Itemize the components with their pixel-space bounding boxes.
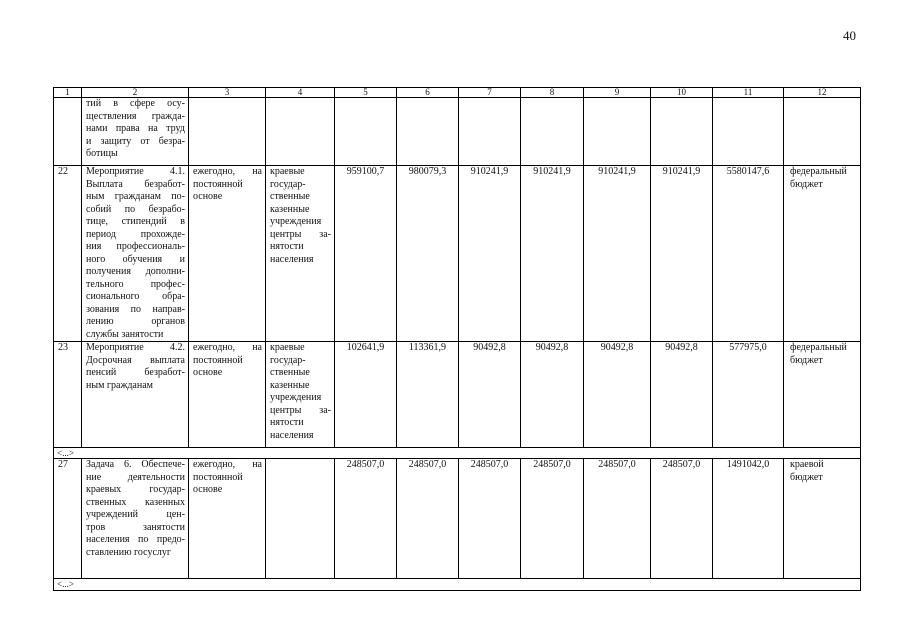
table-cell [335, 459, 397, 579]
ellipsis-row [54, 579, 861, 591]
cell-line: 910241,9 [662, 166, 701, 177]
header-cell: 3 [189, 88, 266, 98]
cell-line: период прохожде- [86, 228, 185, 240]
cell-line: 5580147,6 [726, 166, 770, 177]
cell-line: 248507,0 [533, 459, 571, 470]
header-cell: 2 [82, 88, 189, 98]
ellipsis-marker: <...> [57, 579, 74, 589]
cell-line: ставлению госуслуг [86, 546, 171, 558]
cell-line: 27 [58, 459, 68, 470]
cell-line: 248507,0 [598, 459, 636, 470]
cell-line: ственные [270, 191, 310, 202]
cell-line: получения дополни- [86, 266, 185, 277]
table-row [54, 342, 861, 448]
table-cell [521, 166, 584, 342]
cell-line: ным гражданам по- [86, 191, 185, 202]
cell-line: 102641,9 [346, 342, 385, 353]
cell-line: населения по предо- [86, 534, 185, 545]
cell-line: государ- [270, 178, 306, 190]
cell-line: ежегодно, на [193, 342, 262, 353]
cell-line: 248507,0 [470, 459, 509, 470]
cell-line: 1491042,0 [726, 459, 770, 470]
cell-line: нятости [270, 417, 304, 428]
cell-line: Мероприятие 4.2. [86, 342, 185, 353]
cell-line: Мероприятие 4.1. [86, 166, 185, 177]
cell-line: собий по безрабо- [86, 203, 185, 215]
cell-line: федеральный [790, 342, 847, 353]
header-cell: 9 [584, 88, 651, 98]
cell-line: ственные [270, 367, 310, 378]
cell-line: 248507,0 [346, 459, 385, 470]
table-cell [335, 98, 397, 166]
table-cell [521, 342, 584, 448]
ellipsis-marker: <...> [57, 448, 74, 458]
table-cell [784, 166, 861, 342]
cell-line: зования по направ- [86, 303, 185, 315]
cell-line: казенные [270, 379, 310, 391]
table-cell [584, 342, 651, 448]
cell-line: постоянной [193, 354, 243, 366]
table-row [54, 459, 861, 579]
table-cell [54, 459, 82, 579]
table-cell [521, 98, 584, 166]
table-cell [397, 459, 459, 579]
table-cell [459, 98, 521, 166]
cell-line: 248507,0 [408, 459, 447, 470]
cell-line: основе [193, 191, 223, 202]
table-cell [189, 166, 266, 342]
table-cell [335, 166, 397, 342]
table-cell [397, 342, 459, 448]
cell-line: 577975,0 [729, 342, 767, 353]
table-cell [584, 98, 651, 166]
cell-line: лению органов [86, 316, 185, 327]
cell-line: ществления гражда- [86, 110, 185, 122]
header-cell: 5 [335, 88, 397, 98]
table-cell [459, 166, 521, 342]
table-cell [584, 166, 651, 342]
cell-line: центры за- [270, 404, 331, 416]
cell-line: 910241,9 [470, 166, 509, 177]
cell-line: бюджет [790, 178, 823, 190]
cell-line: Выплата безработ- [86, 178, 185, 190]
cell-line: населения [270, 429, 314, 441]
table-cell [82, 342, 189, 448]
header-cell: 7 [459, 88, 521, 98]
table-cell [82, 98, 189, 166]
cell-line: 22 [58, 166, 68, 177]
header-row [54, 88, 861, 98]
table-cell [266, 166, 335, 342]
cell-line: и защиту от безра- [86, 135, 185, 147]
table-row [54, 166, 861, 342]
cell-line: нятости [270, 241, 304, 252]
table-cell [651, 166, 713, 342]
cell-line: нами права на труд [86, 123, 185, 134]
cell-line: тице, стипендий в [86, 216, 185, 227]
table-cell [521, 459, 584, 579]
table-row [54, 98, 861, 166]
cell-line: бюджет [790, 354, 823, 366]
cell-line: населения [270, 253, 314, 265]
cell-line: 910241,9 [533, 166, 571, 177]
table-cell [266, 459, 335, 579]
header-cell: 10 [651, 88, 713, 98]
budget-table [53, 87, 861, 591]
header-cell: 11 [713, 88, 784, 98]
cell-line: Досрочная выплата [86, 354, 185, 366]
table-cell [784, 98, 861, 166]
cell-line: основе [193, 484, 223, 495]
cell-line: ежегодно, на [193, 166, 262, 177]
header-cell: 1 [54, 88, 82, 98]
cell-line: тий в сфере осу- [86, 98, 185, 109]
cell-line: федеральный [790, 166, 847, 177]
cell-line: пенсий безработ- [86, 367, 185, 378]
cell-line: ственных казенных [86, 496, 185, 508]
table-cell [54, 98, 82, 166]
table-cell [713, 166, 784, 342]
cell-line: постоянной [193, 178, 243, 190]
cell-line: ным гражданам [86, 379, 153, 391]
table-cell [651, 459, 713, 579]
header-cell: 4 [266, 88, 335, 98]
cell-line: 23 [58, 342, 68, 353]
table-cell [651, 98, 713, 166]
table-cell [651, 342, 713, 448]
table-cell [584, 459, 651, 579]
cell-line: 113361,9 [408, 342, 447, 353]
cell-line: центры за- [270, 228, 331, 240]
cell-line: 910241,9 [598, 166, 636, 177]
cell-line: ботицы [86, 148, 118, 159]
cell-line: учреждения [270, 392, 322, 403]
cell-line: краевых государ- [86, 484, 185, 495]
page-number: 40 [843, 28, 856, 43]
cell-line: казенные [270, 203, 310, 215]
cell-line: тельного профес- [86, 278, 185, 290]
table-cell [784, 459, 861, 579]
cell-line: службы занятости [86, 328, 164, 340]
cell-line: 90492,8 [473, 342, 506, 353]
table-cell [397, 98, 459, 166]
cell-line: тров занятости [86, 521, 185, 533]
table-cell [459, 459, 521, 579]
header-cell: 12 [784, 88, 861, 98]
cell-line: краевые [270, 342, 305, 353]
table-cell [189, 459, 266, 579]
table-cell [713, 98, 784, 166]
cell-line: 248507,0 [662, 459, 701, 470]
table-cell [335, 342, 397, 448]
table-cell [82, 166, 189, 342]
table-cell [266, 98, 335, 166]
cell-line: 90492,8 [600, 342, 634, 353]
table-cell [82, 459, 189, 579]
table-cell [189, 98, 266, 166]
ellipsis-cell [54, 579, 861, 591]
table-cell [784, 342, 861, 448]
table-cell [397, 166, 459, 342]
table-cell [459, 342, 521, 448]
cell-line: ежегодно, на [193, 459, 262, 470]
table-cell [266, 342, 335, 448]
cell-line: бюджет [790, 471, 823, 483]
cell-line: государ- [270, 354, 306, 366]
cell-line: постоянной [193, 471, 243, 483]
ellipsis-cell [54, 448, 861, 459]
header-cell: 6 [397, 88, 459, 98]
cell-line: 980079,3 [408, 166, 447, 177]
header-cell: 8 [521, 88, 584, 98]
cell-line: 959100,7 [346, 166, 385, 177]
cell-line: Задача 6. Обеспече- [86, 459, 185, 470]
cell-line: краевой [790, 459, 824, 470]
table-cell [54, 166, 82, 342]
cell-line: краевые [270, 166, 305, 177]
table-cell [54, 342, 82, 448]
ellipsis-row [54, 448, 861, 459]
cell-line: ного обучения и [86, 253, 185, 265]
table-cell [713, 342, 784, 448]
cell-line: ния профессиональ- [86, 241, 185, 252]
cell-line: сионального обра- [86, 291, 185, 302]
table-cell [189, 342, 266, 448]
cell-line: учреждения [270, 216, 322, 227]
cell-line: учреждений цен- [86, 509, 185, 520]
cell-line: 90492,8 [535, 342, 569, 353]
cell-line: основе [193, 367, 223, 378]
table-cell [713, 459, 784, 579]
cell-line: 90492,8 [665, 342, 698, 353]
cell-line: ние деятельности [86, 471, 185, 483]
